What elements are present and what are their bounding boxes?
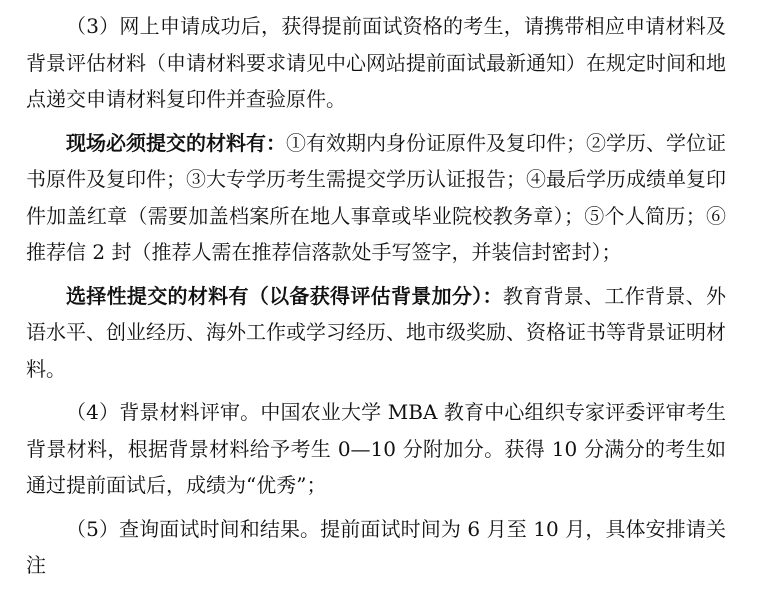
paragraph-lead-heading: 选择性提交的材料有（以备获得评估背景加分）：: [66, 283, 503, 308]
paragraph-text: （4）背景材料评审。中国农业大学 MBA 教育中心组织专家评委评审考生背景材料，根据背景材料给予考生 0—10 分附加分。获得 10 分满分的考生如通过提前面试后，成绩为“优秀”；: [26, 400, 726, 497]
paragraph-step-3: [26, 8, 726, 118]
paragraph-text: ①有效期内身份证原件及复印件；②学历、学位证书原件及复印件；③大专学历考生需提交学历认证报告；④最后学历成绩单复印件加盖红章（需要加盖档案所在地人事章或毕业院校教务章）；⑤个人简历；⑥推荐信 2 封（推荐人需在推荐信落款处手写签字，并装信封密封）；: [26, 130, 726, 264]
document-page: [26, 8, 726, 591]
paragraph-step-5: [26, 511, 726, 584]
paragraph-text: （5）查询面试时间和结果。提前面试时间为 6 月至 10 月，具体安排请关注: [26, 516, 726, 577]
paragraph-required-materials: [26, 125, 726, 271]
paragraph-step-4: [26, 394, 726, 504]
paragraph-text: 教育背景、工作背景、外语水平、创业经历、海外工作或学习经历、地市级奖励、资格证书等背景证明材料。: [26, 283, 726, 381]
paragraph-text: （3）网上申请成功后，获得提前面试资格的考生，请携带相应申请材料及背景评估材料（申请材料要求请见中心网站提前面试最新通知）在规定时间和地点递交申请材料复印件并查验原件。: [26, 14, 726, 111]
paragraph-lead-heading: 现场必须提交的材料有：: [66, 130, 286, 155]
paragraph-optional-materials: [26, 278, 726, 388]
